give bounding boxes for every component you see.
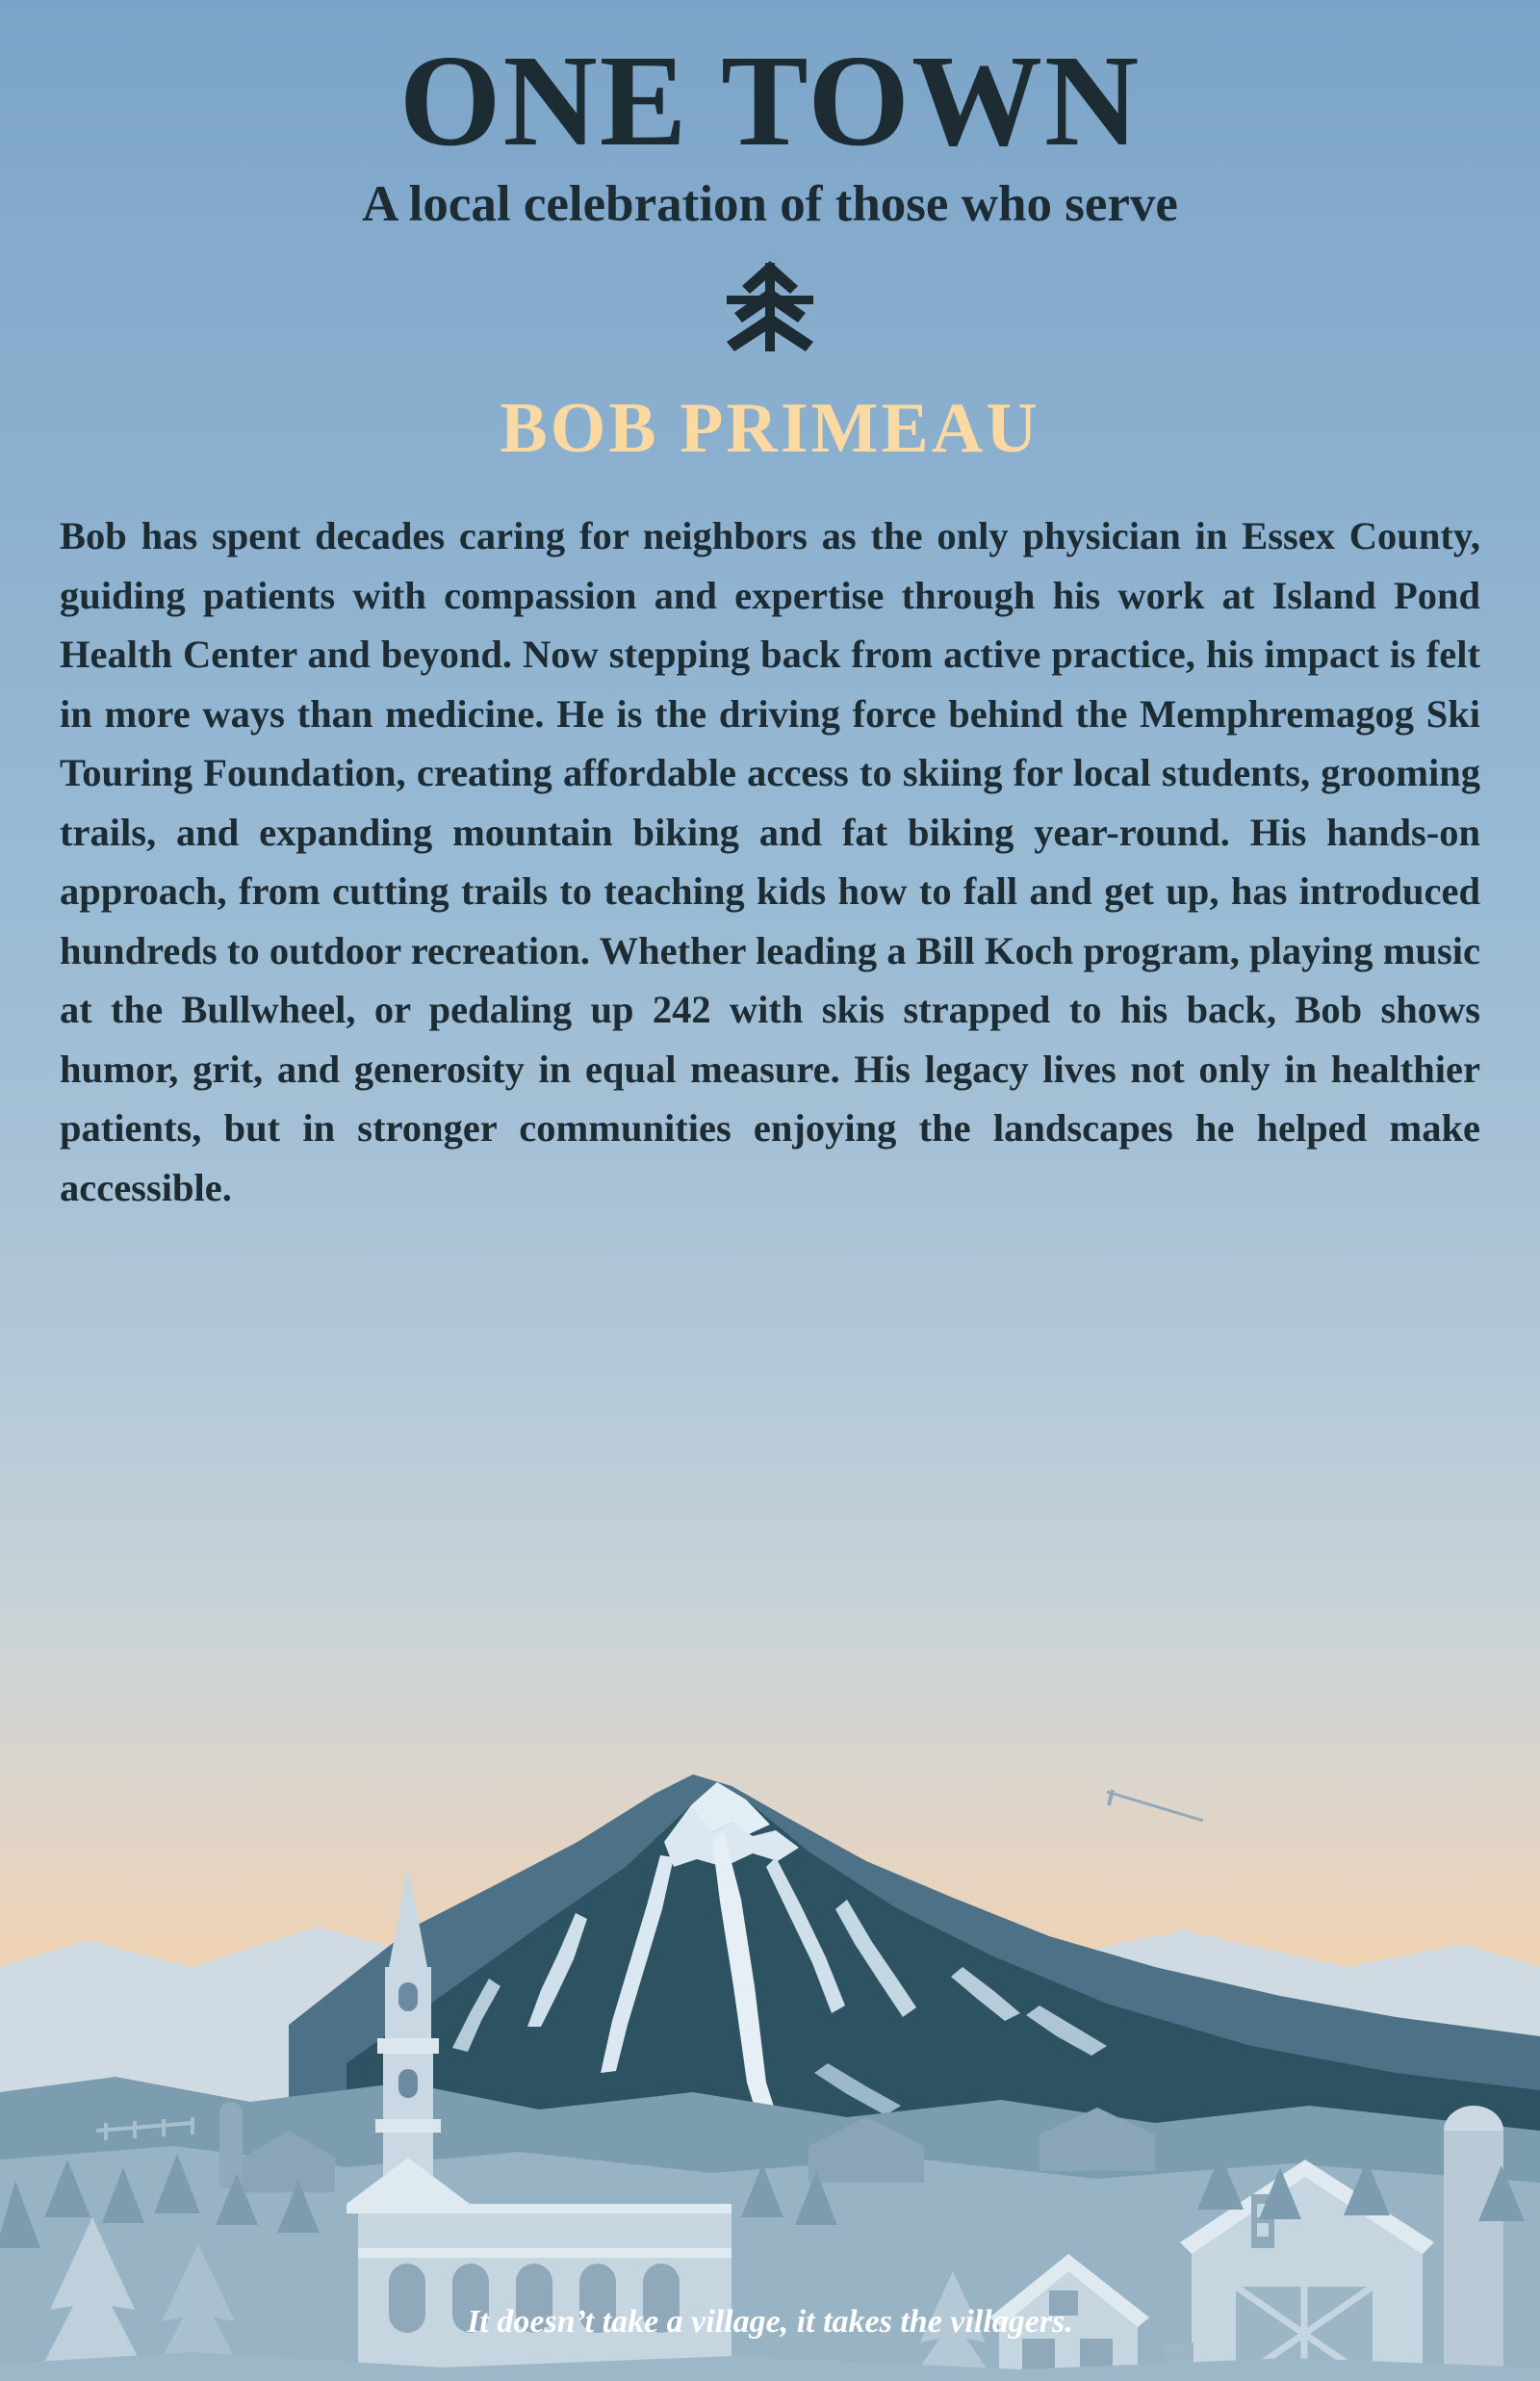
honoree-name: BOB PRIMEAU bbox=[500, 389, 1040, 469]
church-tower-ledge bbox=[375, 2119, 441, 2133]
honoree-bio: Bob has spent decades caring for neighbors as the only physician in Essex County, guiding patients with compassion and expertise through his work at Island Pond Health Center and beyond. Now stepping back from active practice, his impact is felt in more ways than medicine. He is the driving force behind the Memphremagog Ski Touring Foundation, creating affordable access to skiing for local students, grooming trails, and expanding mountain biking and fat biking year-round. His hands-on approach, from cutting trails to teaching kids how to fall and get up, has introduced hundreds to outdoor recreation. Whether leading a Bill Koch program, playing music at the Bullwheel, or pedaling up 242 with skis strapped to his back, Bob shows humor, grit, and generosity in equal measure. His legacy lives not only in healthier patients, but in stronger communities enjoying the landscapes he helped make accessible. bbox=[60, 514, 1480, 1210]
church-cornice bbox=[358, 2248, 732, 2258]
snowflake-icon bbox=[698, 253, 842, 359]
ski-lift-cable bbox=[1107, 1792, 1203, 1821]
footer-tagline: It doesn’t take a village, it takes the villagers. bbox=[467, 2304, 1073, 2340]
left-silo bbox=[219, 2113, 243, 2188]
page-title: ONE TOWN bbox=[398, 29, 1142, 173]
poster-subtitle: A local celebration of those who serve bbox=[362, 175, 1178, 232]
village-mountain-illustration bbox=[0, 1678, 1540, 2381]
barn-silo bbox=[1444, 2131, 1503, 2381]
barn-loft-pane-b bbox=[1257, 2223, 1269, 2237]
church-belfry-window bbox=[398, 1982, 418, 2011]
church-spire bbox=[389, 1867, 427, 1967]
church-belfry-ledge bbox=[377, 2038, 439, 2054]
church-tower-window bbox=[398, 2069, 418, 2098]
